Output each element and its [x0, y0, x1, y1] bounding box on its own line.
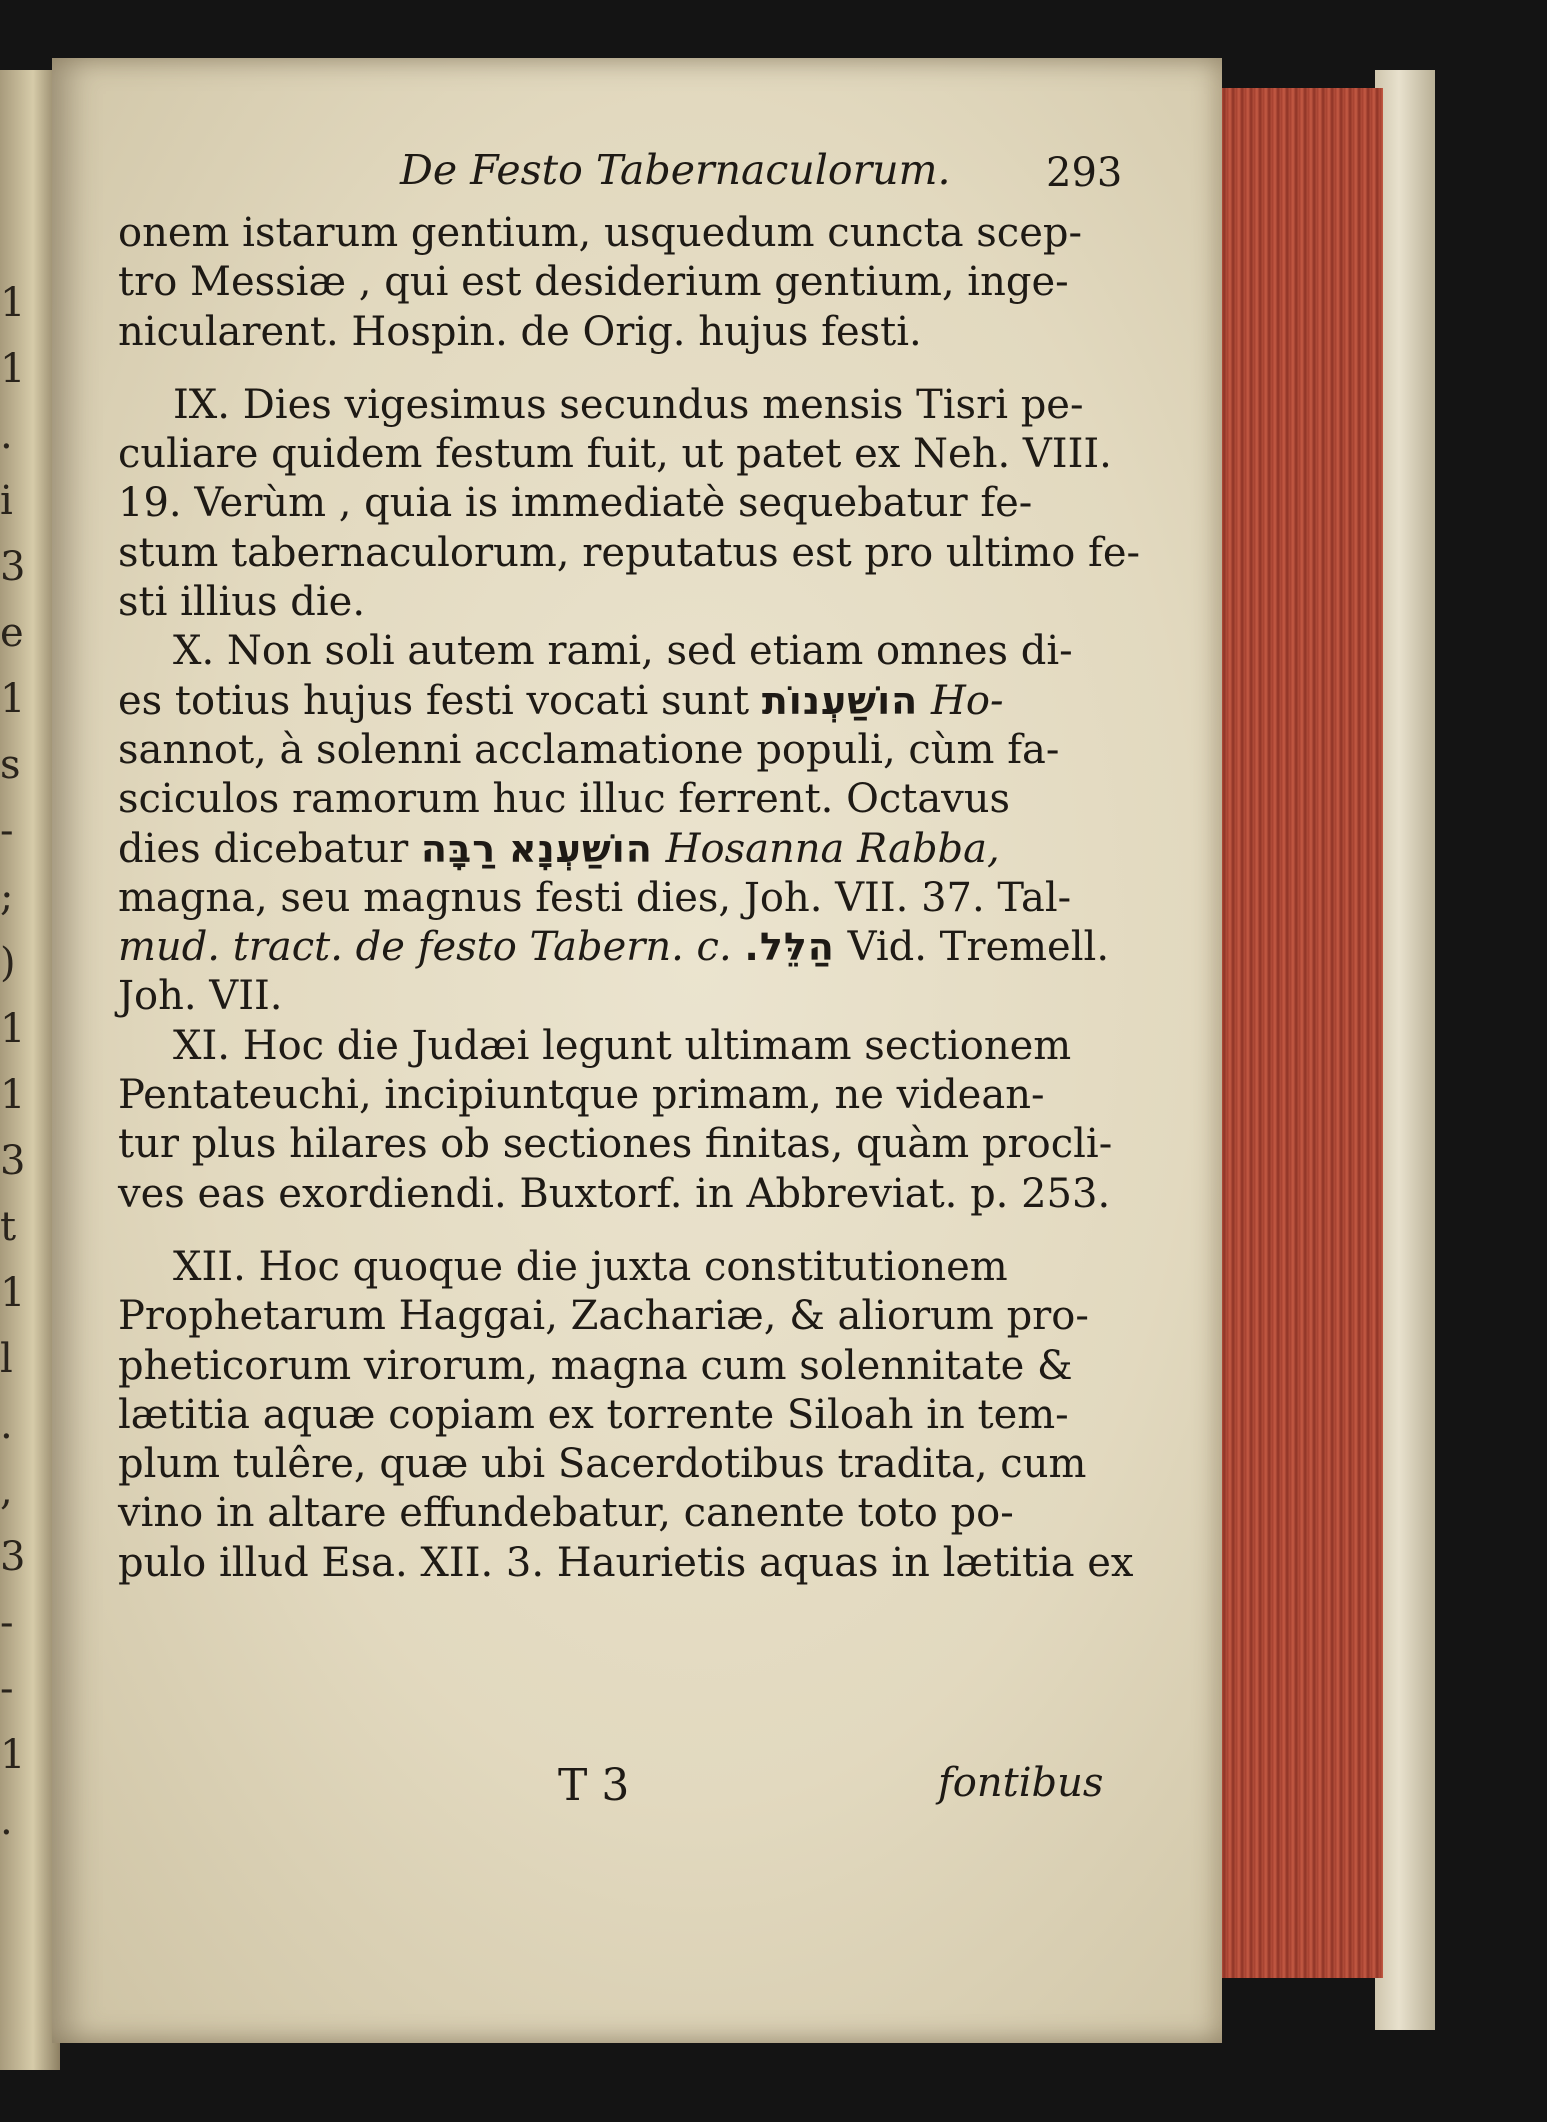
line-text: es totius hujus festi vocati sunt	[118, 677, 750, 724]
facing-page-fragment: 1	[0, 1072, 26, 1118]
facing-page-fragment: 1	[0, 280, 26, 326]
text-line-with-hebrew	[118, 825, 1118, 874]
running-header	[118, 140, 1123, 200]
text-line: pheticorum virorum, magna cum solennitate &	[118, 1342, 1073, 1389]
hebrew-word-hallel: הַלֵּל.	[744, 925, 835, 970]
text-line: lætitia aquæ copiam ex torrente Siloah in tem-	[118, 1391, 1069, 1438]
facing-page-fragment: -	[0, 1600, 14, 1646]
facing-page-fragment: -	[0, 1666, 14, 1712]
facing-page-fragment: e	[0, 610, 24, 656]
cover-edge	[1375, 70, 1435, 2030]
signature-mark: T 3	[558, 1760, 630, 1811]
hebrew-word-rabba: רַבָּה	[420, 826, 497, 871]
facing-page-fragment: l	[0, 1336, 13, 1382]
page-footer	[118, 1760, 1118, 1815]
facing-page-fragment: -	[0, 808, 14, 854]
facing-page-fragment: 3	[0, 1138, 26, 1184]
page-number: 293	[1046, 150, 1123, 196]
facing-page-fragment: 1	[0, 1270, 26, 1316]
red-page-edges	[1215, 88, 1383, 1978]
text-line: X. Non soli autem rami, sed etiam omnes di-	[173, 628, 1073, 675]
body-text	[118, 209, 1141, 1588]
facing-page-fragment: 1	[0, 1006, 26, 1052]
hebrew-word-hosanna: הוֹשַׁעְנָא	[508, 826, 653, 871]
text-line-with-hebrew	[118, 923, 1118, 972]
text-line: pulo illud Esa. XII. 3. Haurietis aquas in lætitia ex	[118, 1539, 1134, 1586]
facing-page-fragment: )	[0, 940, 16, 986]
text-line: XII. Hoc quoque die juxta constitutionem	[173, 1243, 1008, 1290]
line-text-tail: Hosanna Rabba,	[665, 825, 1000, 872]
text-line: IX. Dies vigesimus secundus mensis Tisri pe-	[173, 381, 1084, 428]
line-text-tail: Vid. Tremell.	[847, 924, 1110, 971]
facing-page-fragment: 1	[0, 346, 26, 392]
line-text: mud. tract. de festo Tabern. c.	[118, 924, 732, 971]
facing-page-fragment: .	[0, 412, 13, 458]
facing-page-fragment: ,	[0, 1468, 13, 1514]
text-line: sti illius die.	[118, 579, 366, 626]
line-text: dies dicebatur	[118, 825, 409, 872]
text-line: Prophetarum Haggai, Zachariæ, & aliorum pro-	[118, 1293, 1089, 1340]
facing-page-fragment: i	[0, 478, 13, 524]
text-line: XI. Hoc die Judæi legunt ultimam sectionem	[173, 1022, 1072, 1069]
facing-page-fragment: s	[0, 742, 21, 788]
text-line: vino in altare effundebatur, canente toto po-	[118, 1490, 1014, 1537]
facing-page-edge	[0, 70, 60, 2070]
text-line: ves eas exordiendi. Buxtorf. in Abbreviat. p. 253.	[118, 1170, 1111, 1217]
text-line: sannot, à solenni acclamatione populi, cùm fa-	[118, 726, 1060, 773]
facing-page-fragment: .	[0, 1798, 13, 1844]
text-line: nicularent. Hospin. de Orig. hujus festi.	[118, 308, 922, 355]
facing-page-fragment: ;	[0, 874, 14, 920]
text-line: tro Messiæ , qui est desiderium gentium, inge-	[118, 259, 1069, 306]
text-line: tur plus hilares ob sectiones finitas, quàm procli-	[118, 1121, 1113, 1168]
text-line-with-hebrew	[118, 677, 1118, 726]
text-line: Pentateuchi, incipiuntque primam, ne videan-	[118, 1072, 1045, 1119]
facing-page-fragment: .	[0, 1402, 13, 1448]
text-line: sciculos ramorum huc illuc ferrent. Octavus	[118, 776, 1011, 823]
text-line: onem istarum gentium, usquedum cuncta scep-	[118, 210, 1082, 256]
text-line: plum tulêre, quæ ubi Sacerdotibus tradita, cum	[118, 1441, 1087, 1488]
facing-page-fragment: 3	[0, 1534, 26, 1580]
line-text-tail: Ho-	[930, 677, 1004, 724]
header-title: De Festo Tabernaculorum.	[400, 146, 951, 194]
text-line: Joh. VII.	[118, 973, 283, 1020]
hebrew-word-hosannot: הוֹשַׁעְנוֹת	[761, 678, 919, 723]
text-line: magna, seu magnus festi dies, Joh. VII. 37. Tal-	[118, 874, 1072, 921]
text-line: culiare quidem festum fuit, ut patet ex Neh. VIII.	[118, 431, 1112, 478]
catchword: fontibus	[938, 1760, 1104, 1806]
facing-page-fragment: 1	[0, 1732, 26, 1778]
text-line: 19. Verùm , quia is immediatè sequebatur fe-	[118, 480, 1033, 527]
facing-page-fragment: t	[0, 1204, 17, 1250]
text-line: stum tabernaculorum, reputatus est pro ultimo fe-	[118, 529, 1141, 576]
facing-page-fragments	[0, 270, 30, 1870]
facing-page-fragment: 3	[0, 544, 26, 590]
facing-page-fragment: 1	[0, 676, 26, 722]
